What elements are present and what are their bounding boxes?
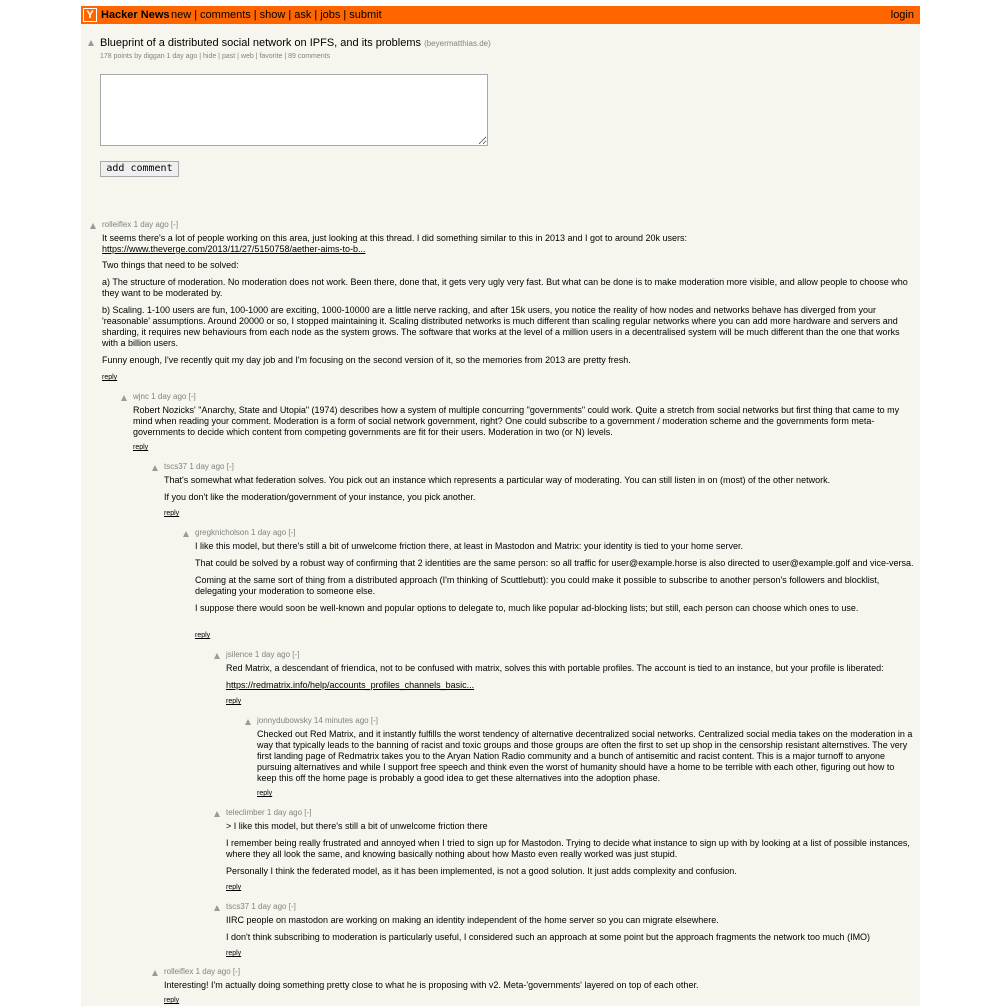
reply-link[interactable]: reply xyxy=(257,790,273,797)
story-title xyxy=(100,37,491,49)
reply-link[interactable]: reply xyxy=(226,950,242,957)
comment-paragraph: I remember being really frustrated and annoyed when I tried to sign up for Mastodon. Trying to decide what instance to sign up with by looking at a list of possible instances, where they all look the same, and knowing basically nothing about how Masto even really worked was just stupid. xyxy=(226,838,910,859)
nav-show-link[interactable]: show xyxy=(259,9,286,21)
comment-header: wjnc 1 day ago [-] xyxy=(133,392,196,401)
comment-header: teleclimber 1 day ago [-] xyxy=(226,808,312,817)
upvote-arrow-icon[interactable] xyxy=(245,719,251,725)
comment-paragraph: It seems there's a lot of people working on this area, just looking at this thread. I did something similar to this in 2013 and I got to around 20k users: xyxy=(102,233,688,243)
comment-text xyxy=(102,233,915,372)
site-name-link[interactable]: Hacker News xyxy=(101,9,170,21)
reply-link[interactable]: reply xyxy=(102,374,118,381)
comment-paragraph: Personally I think the federated model, as it has been implemented, is not a good solution. It just adds complexity and confusion. xyxy=(226,866,737,876)
add-comment-button[interactable]: add comment xyxy=(100,161,179,177)
upvote-arrow-icon[interactable] xyxy=(214,905,220,911)
story-domain[interactable]: (beyermatthias.de) xyxy=(424,39,491,48)
nav-jobs-link[interactable]: jobs xyxy=(320,9,341,21)
nav-ask-link[interactable]: ask xyxy=(294,9,312,21)
comment-header: rolleiflex 1 day ago [-] xyxy=(102,220,179,229)
upvote-arrow-icon[interactable] xyxy=(88,40,94,46)
upvote-arrow-icon[interactable] xyxy=(152,465,158,471)
nav-links: new | comments | show | ask | jobs | submit xyxy=(171,9,382,21)
story-subtext: 178 points by diggan 1 day ago | hide | past | web | favorite | 89 comments xyxy=(100,53,331,60)
comment-text xyxy=(133,405,915,444)
comment-header: tscs37 1 day ago [-] xyxy=(164,462,234,471)
comment-paragraph: > I like this model, but there's still a bit of unwelcome friction there xyxy=(226,821,488,831)
top-bar xyxy=(81,6,920,24)
comment-paragraph: That's somewhat what federation solves. You pick out an instance which represents a particular way of moderating. You can still listen in on (most) of the other network. xyxy=(164,475,831,485)
comment-paragraph: b) Scaling. 1-100 users are fun, 100-1000 are exciting, 1000-10000 are a little nerve racking, and after 15k users, you notice the reality of how nodes and networks behave has diverged from your 'reasonable' assumptions. Around 20000 or so, I stopped maintaining it. Scaling distributed networks is much different than scaling regular networks where you can add more hardware and servers and sharding, it requires new behaviours from each node as the system grows. The software that works at the level of a million users in a decentralised system will be much different than the one that works with a billion users. xyxy=(102,305,900,348)
upvote-arrow-icon[interactable] xyxy=(90,223,96,229)
comment-link[interactable]: https://www.theverge.com/2013/11/27/5150758/aether-aims-to-b... xyxy=(102,244,366,254)
reply-link[interactable]: reply xyxy=(133,444,149,451)
login-link[interactable]: login xyxy=(890,9,914,21)
comment-paragraph: Interesting! I'm actually doing something pretty close to what he is proposing with v2. Meta-'governments' layered on top of each other. xyxy=(164,980,699,990)
upvote-arrow-icon[interactable] xyxy=(214,653,220,659)
upvote-arrow-icon[interactable] xyxy=(152,970,158,976)
comment-paragraph: Robert Nozicks' "Anarchy, State and Utopia" (1974) describes how a system of multiple concurring "governments" could work. Quite a stretch from social networks but first thing that came to my mind when reading your comment. Moderation is a form of social network government, right? One could subscribe to a government / moderation scheme and the governments form meta-governments to decide which content from competing governments are fit for their users. Moderation in two (or N) levels. xyxy=(133,405,900,437)
comment-text xyxy=(164,475,915,509)
comment-text xyxy=(226,915,915,949)
reply-link[interactable]: reply xyxy=(195,632,211,639)
comment-paragraph: I don't think subscribing to moderation is particularly useful, I considered such an approach at some point but the approach fragments the network too much (IMO) xyxy=(226,932,871,942)
upvote-arrow-icon[interactable] xyxy=(121,395,127,401)
comment-text xyxy=(226,663,915,697)
comment-header: rolleiflex 1 day ago [-] xyxy=(164,967,241,976)
reply-link[interactable]: reply xyxy=(226,698,242,705)
comment-paragraph: Red Matrix, a descendant of friendica, not to be confused with matrix, solves this with portable profiles. The account is tied to an instance, but your profile is liberated: xyxy=(226,663,884,673)
comment-text xyxy=(195,541,915,620)
reply-link[interactable]: reply xyxy=(226,884,242,891)
story-title-link[interactable]: Blueprint of a distributed social network on IPFS, and its problems xyxy=(100,37,421,49)
comment-textarea[interactable] xyxy=(100,74,488,146)
comment-paragraph: a) The structure of moderation. No moderation does not work. Been there, done that, it gets very ugly very fast. But what can be done is to make moderation more visible, and allow people to choose who they want to be moderated by. xyxy=(102,277,908,298)
comment-header: tscs37 1 day ago [-] xyxy=(226,902,296,911)
y-logo-icon[interactable]: Y xyxy=(83,8,97,22)
comment-text xyxy=(257,729,915,790)
comment-paragraph: Funny enough, I've recently quit my day job and I'm focusing on the second version of it, so the memories from 2013 are pretty fresh. xyxy=(102,355,631,365)
comment-header: jsilence 1 day ago [-] xyxy=(226,650,300,659)
comment-paragraph: If you don't like the moderation/government of your instance, you pick another. xyxy=(164,492,476,502)
comment-link[interactable]: https://redmatrix.info/help/accounts_profiles_channels_basic... xyxy=(226,680,475,690)
upvote-arrow-icon[interactable] xyxy=(214,811,220,817)
comment-text xyxy=(226,821,915,883)
comment-paragraph: Two things that need to be solved: xyxy=(102,260,239,270)
nav-comments-link[interactable]: comments xyxy=(200,9,251,21)
comment-paragraph: I like this model, but there's still a bit of unwelcome friction there, at least in Mastodon and Matrix: your identity is tied to your home server. xyxy=(195,541,743,551)
comment-paragraph: Checked out Red Matrix, and it instantly fulfills the worst tendency of alternative decentralized social networks. Centralized social media takes on the moderation in a way that typically leads to the banning of racist and toxic groups and those groups are often the first to set up shop in the censorship resistant alternstives. The very first landing page of Redmatrix takes you to the Aryan Nation Radio community and a bunch of antisemitic and racist content. This is a major turnoff to anyone pursuing alternatives and while I support free speech and think even the worst of humanity should have a home to be terrible with each other, figuring out how to keep this off the home page is probably a good idea to get these alternatives into the adoption phase. xyxy=(257,729,913,783)
comment-paragraph: That could be solved by a robust way of confirming that 2 identities are the same person: so all traffic for user@example.horse is also directed to user@example.golf and vice-versa. xyxy=(195,558,914,568)
comment-paragraph: Coming at the same sort of thing from a distributed approach (I'm thinking of Scuttlebutt): you could make it possible to subscribe to another person's followers and blocklist, delegating your moderation to someone else. xyxy=(195,575,880,596)
nav-new-link[interactable]: new xyxy=(171,9,192,21)
hn-page xyxy=(81,6,920,1006)
comment-text xyxy=(164,980,915,997)
comment-paragraph: IIRC people on mastodon are working on making an identity independent of the home server so you can migrate elsewhere. xyxy=(226,915,719,925)
reply-link[interactable]: reply xyxy=(164,997,180,1004)
comment-header: jonnydubowsky 14 minutes ago [-] xyxy=(257,716,378,725)
nav-submit-link[interactable]: submit xyxy=(349,9,382,21)
comment-paragraph: I suppose there would soon be well-known and popular options to delegate to, much like popular ad-blocking lists; but still, each person can choose which ones to use. xyxy=(195,603,859,613)
reply-link[interactable]: reply xyxy=(164,510,180,517)
upvote-arrow-icon[interactable] xyxy=(183,531,189,537)
comment-header: gregknicholson 1 day ago [-] xyxy=(195,528,296,537)
